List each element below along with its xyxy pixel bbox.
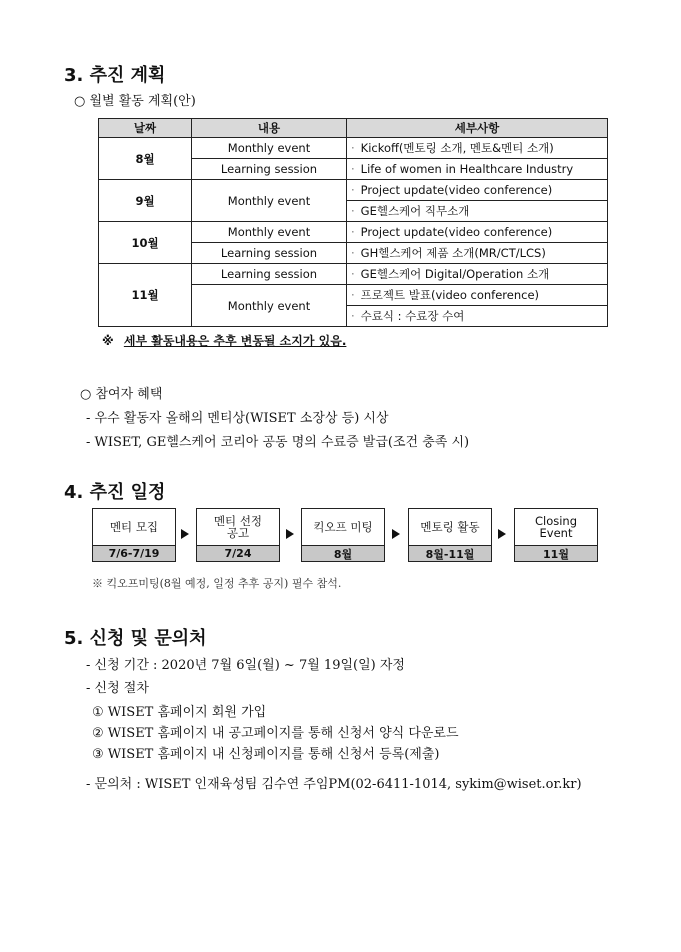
- procedure-step: ① WISET 홈페이지 회원 가입: [92, 705, 267, 720]
- arrow-icon: [392, 529, 400, 539]
- monthly-plan-table: [98, 118, 608, 327]
- step-box: 멘티 모집: [92, 508, 176, 546]
- contact-info: - 문의처 : WISET 인재육성팀 김수연 주임PM(02-6411-1014, sykim@wiset.or.kr): [86, 777, 582, 792]
- detail-cell: · 프로젝트 발표(video conference): [347, 285, 608, 306]
- section4-title: 4. 추진 일정: [64, 482, 166, 503]
- step-date: 7/6-7/19: [92, 546, 176, 562]
- section5-title: 5. 신청 및 문의처: [64, 628, 207, 649]
- plan-heading: ○ 월별 활동 계획(안): [74, 94, 196, 109]
- step-date: 8월-11월: [408, 546, 492, 562]
- table-row: [99, 138, 608, 159]
- table-row: [99, 180, 608, 201]
- procedure-step: ② WISET 홈페이지 내 공고페이지를 통해 신청서 양식 다운로드: [92, 726, 459, 741]
- arrow-icon: [181, 529, 189, 539]
- procedure-step: ③ WISET 홈페이지 내 신청페이지를 통해 신청서 등록(제출): [92, 747, 440, 762]
- header-date: 날짜: [99, 119, 192, 138]
- section3-title: 3. 추진 계획: [64, 65, 166, 86]
- arrow-icon: [286, 529, 294, 539]
- table-header-row: [99, 119, 608, 138]
- content-cell: Learning session: [192, 264, 347, 285]
- content-cell: Learning session: [192, 159, 347, 180]
- detail-cell: · Project update(video conference): [347, 180, 608, 201]
- detail-cell: · GE헬스케어 직무소개: [347, 201, 608, 222]
- step-box: Closing Event: [514, 508, 598, 546]
- benefit-heading: ○ 참여자 혜택: [80, 387, 163, 402]
- content-cell: Monthly event: [192, 285, 347, 327]
- table-row: [99, 222, 608, 243]
- detail-cell: · 수료식 : 수료장 수여: [347, 306, 608, 327]
- arrow-icon: [498, 529, 506, 539]
- header-detail: 세부사항: [347, 119, 608, 138]
- plan-note: [102, 332, 346, 349]
- content-cell: Monthly event: [192, 180, 347, 222]
- date-cell: 9월: [99, 180, 192, 222]
- content-cell: Learning session: [192, 243, 347, 264]
- step-box: 킥오프 미팅: [301, 508, 385, 546]
- benefit-item: - 우수 활동자 올해의 멘티상(WISET 소장상 등) 시상: [86, 411, 389, 426]
- note-mark: ※: [102, 334, 114, 348]
- detail-cell: · GE헬스케어 Digital/Operation 소개: [347, 264, 608, 285]
- apply-period: - 신청 기간 : 2020년 7월 6일(월) ~ 7월 19일(일) 자정: [86, 658, 405, 673]
- content-cell: Monthly event: [192, 222, 347, 243]
- table-row: [99, 264, 608, 285]
- detail-cell: · Project update(video conference): [347, 222, 608, 243]
- procedure-heading: - 신청 절차: [86, 681, 149, 696]
- step-date: 7/24: [196, 546, 280, 562]
- header-content: 내용: [192, 119, 347, 138]
- detail-cell: · GH헬스케어 제품 소개(MR/CT/LCS): [347, 243, 608, 264]
- step-date: 8월: [301, 546, 385, 562]
- detail-cell: · Life of women in Healthcare Industry: [347, 159, 608, 180]
- date-cell: 8월: [99, 138, 192, 180]
- detail-cell: · Kickoff(멘토링 소개, 멘토&멘티 소개): [347, 138, 608, 159]
- note-text: 세부 활동내용은 추후 변동될 소지가 있음.: [123, 334, 347, 348]
- step-box: 멘토링 활동: [408, 508, 492, 546]
- date-cell: 10월: [99, 222, 192, 264]
- content-cell: Monthly event: [192, 138, 347, 159]
- step-box: 멘티 선정 공고: [196, 508, 280, 546]
- schedule-note: ※ 킥오프미팅(8월 예정, 일정 추후 공지) 필수 참석.: [92, 577, 342, 590]
- date-cell: 11월: [99, 264, 192, 327]
- benefit-item: - WISET, GE헬스케어 코리아 공동 명의 수료증 발급(조건 충족 시): [86, 435, 470, 450]
- step-date: 11월: [514, 546, 598, 562]
